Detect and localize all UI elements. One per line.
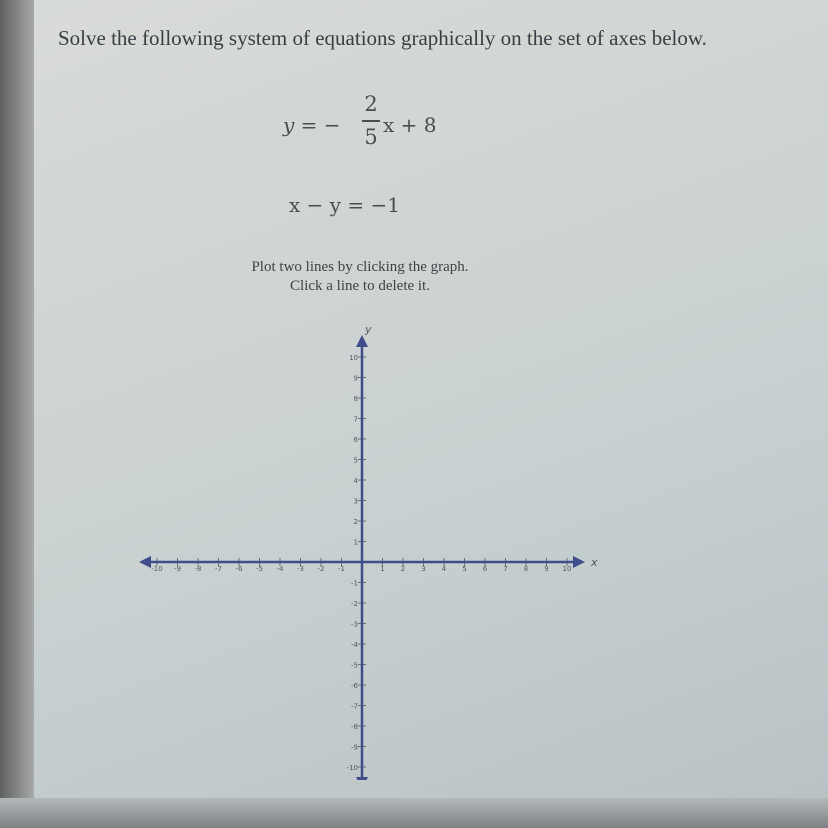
y-tick-label: 3 [353, 497, 358, 506]
x-tick-label: 4 [441, 565, 447, 573]
x-tick-label: -6 [235, 565, 243, 573]
coordinate-plane[interactable] [130, 320, 610, 780]
y-tick-label: -7 [351, 702, 358, 711]
instruction-line-2: Click a line to delete it. [290, 278, 430, 294]
fraction-bar [362, 120, 380, 122]
device-bezel-bottom [0, 798, 828, 828]
y-tick-label: 6 [353, 436, 358, 444]
x-axis-right-arrow [573, 556, 585, 568]
y-tick-label: -9 [351, 743, 358, 752]
x-axis-label: x [591, 556, 598, 569]
x-tick-label: -4 [276, 565, 284, 573]
question-text: Solve the following system of equations graphically on the set of axes below. [58, 26, 707, 50]
y-axis-top-arrow [356, 335, 368, 347]
x-tick-label: -3 [297, 565, 304, 573]
x-tick-label: 8 [523, 565, 529, 573]
x-tick-label: -8 [194, 565, 202, 573]
y-tick-label: -2 [351, 600, 358, 608]
device-bezel-left [0, 0, 34, 828]
equation-1-numerator: 2 [364, 92, 378, 116]
y-tick-label: 8 [353, 395, 358, 403]
y-tick-label: 4 [353, 477, 358, 485]
x-tick-label: -7 [215, 565, 222, 573]
equation-1-rhs: x + 8 [383, 113, 437, 137]
y-tick-label: 9 [353, 374, 358, 383]
x-tick-label: 9 [544, 565, 549, 573]
y-tick-label: 5 [353, 456, 358, 465]
equation-1-fraction [362, 92, 380, 149]
x-tick-label: 7 [503, 565, 508, 573]
y-axis-bottom-arrow [356, 777, 368, 780]
x-axis-left-arrow [139, 556, 151, 568]
y-tick-label: 2 [353, 518, 358, 526]
x-tick-label: 3 [421, 565, 426, 573]
y-tick-label: -4 [351, 641, 358, 649]
x-tick-label: -2 [317, 565, 325, 573]
x-tick-label: 2 [400, 565, 406, 573]
instruction-line-1: Plot two lines by clicking the graph. [251, 259, 469, 275]
y-tick-label: -1 [351, 579, 358, 588]
x-tick-label: 1 [380, 565, 385, 573]
y-tick-label: 7 [353, 415, 358, 424]
x-tick-label: 10 [562, 565, 572, 573]
equation-1-lhs: y = − [283, 113, 341, 137]
y-tick-label: -3 [351, 620, 358, 629]
equation-1-denominator: 5 [364, 125, 378, 149]
x-tick-label: -10 [151, 565, 163, 573]
y-tick-label: -6 [351, 682, 358, 690]
equation-2: x − y = −1 [289, 193, 401, 217]
x-tick-label: -9 [174, 565, 181, 573]
y-tick-label: 10 [349, 354, 358, 362]
x-tick-label: -1 [338, 565, 345, 573]
y-tick-label: -8 [351, 723, 358, 731]
tick-labels [151, 323, 598, 772]
x-tick-label: 5 [462, 565, 467, 573]
x-tick-label: 6 [482, 565, 488, 573]
y-tick-label: 1 [353, 538, 358, 547]
instructions [210, 258, 510, 296]
y-tick-label: -5 [351, 661, 358, 670]
x-tick-label: -5 [256, 565, 263, 573]
y-tick-label: -10 [346, 764, 358, 772]
axes [139, 335, 585, 780]
y-axis-label: y [365, 323, 372, 336]
